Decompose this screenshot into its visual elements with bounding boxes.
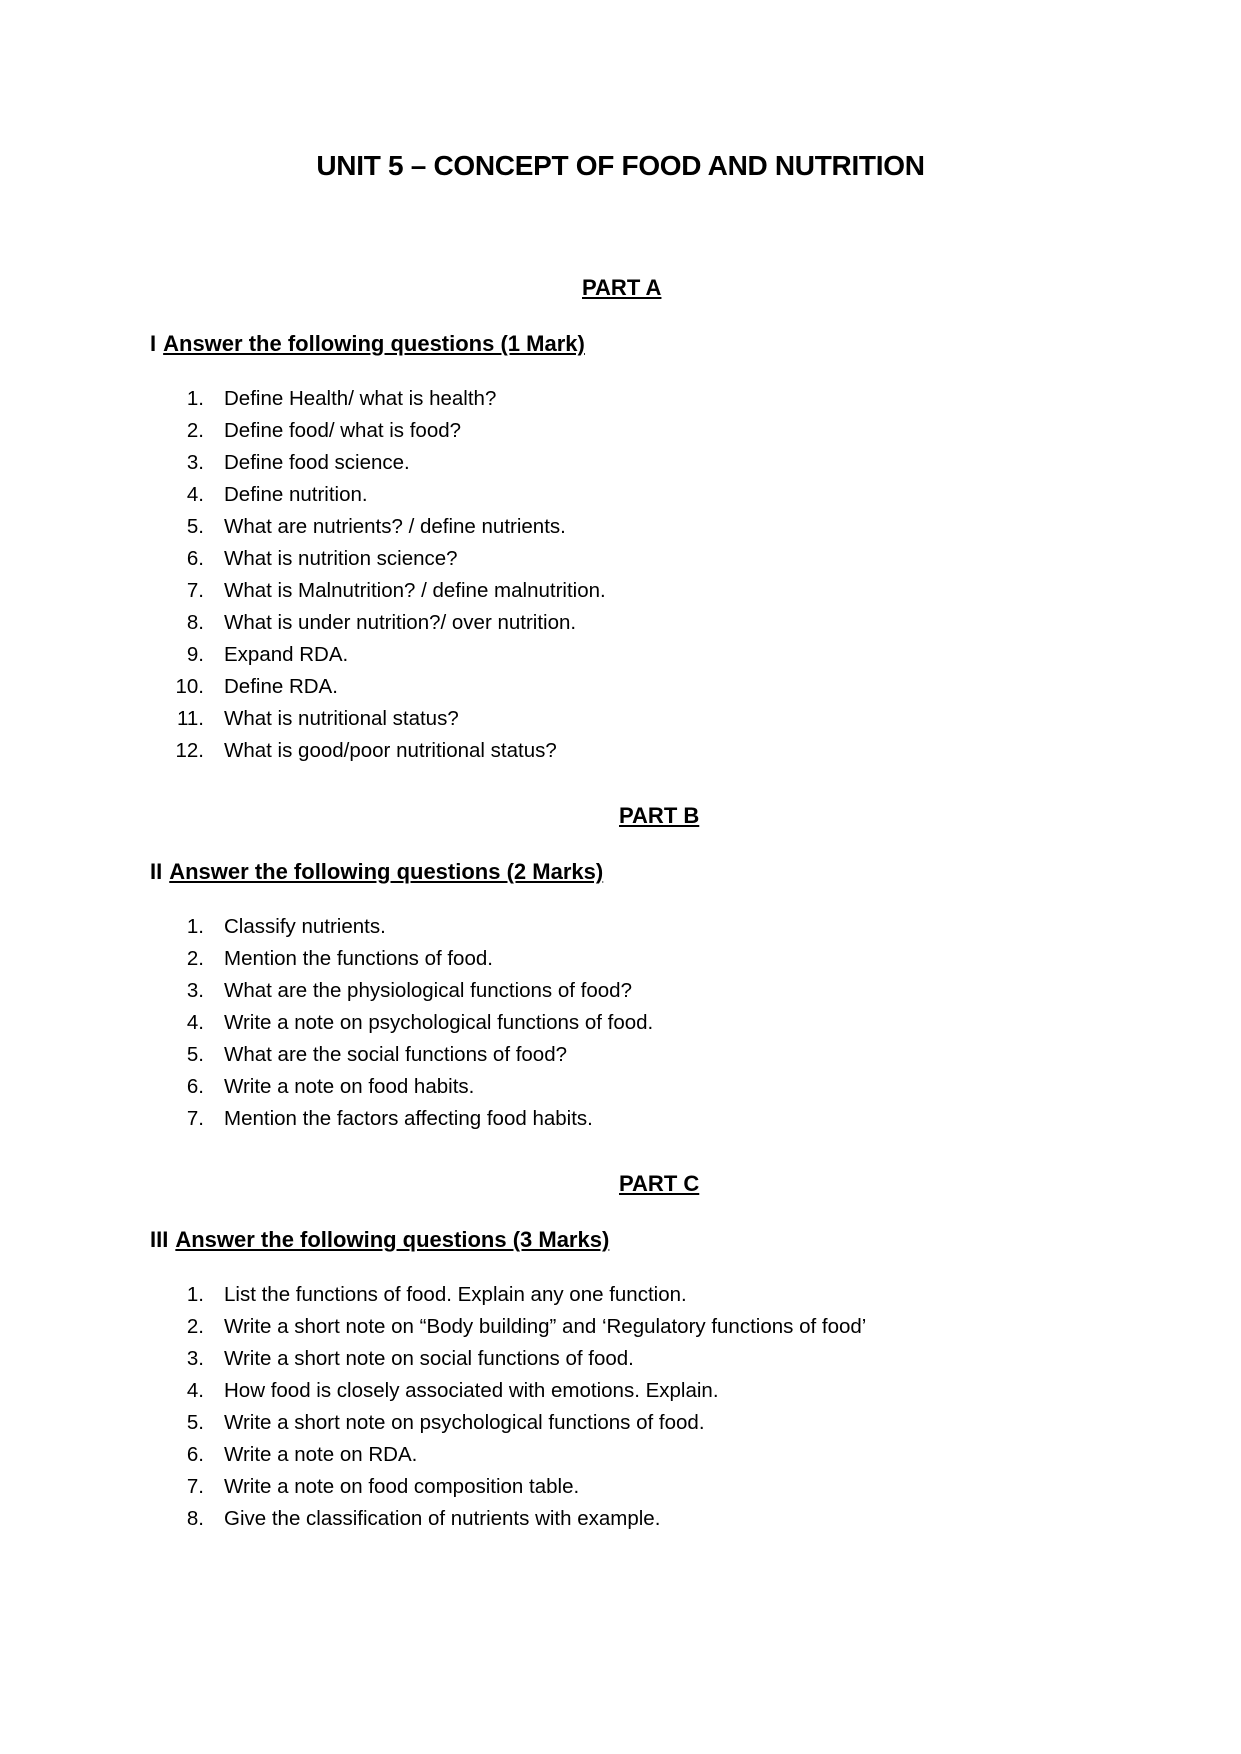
part-b-roman: II	[150, 859, 163, 884]
list-item: 1. Classify nutrients.	[186, 915, 386, 938]
page-title: UNIT 5 – CONCEPT OF FOOD AND NUTRITION	[316, 150, 925, 181]
part-b-question-list	[150, 911, 653, 1135]
list-item: 6. Write a note on RDA.	[186, 1443, 418, 1466]
part-c-roman: III	[150, 1227, 169, 1252]
list-item: 7. Write a note on food composition table.	[186, 1475, 580, 1498]
list-item: 5. Write a short note on psychological functions of food.	[186, 1411, 705, 1434]
part-a-instruction	[150, 331, 585, 357]
list-item: 2. Mention the functions of food.	[186, 947, 493, 970]
list-item: 3. What are the physiological functions of food?	[186, 979, 632, 1002]
list-item: 4. Define nutrition.	[186, 483, 368, 506]
list-item: 6. Write a note on food habits.	[186, 1075, 475, 1098]
part-b-instruction-text: Answer the following questions (2 Marks)	[169, 859, 604, 884]
list-item: 6. What is nutrition science?	[186, 547, 458, 570]
list-item: 5. What are nutrients? / define nutrients.	[186, 515, 566, 538]
list-item: 8. What is under nutrition?/ over nutrition.	[186, 611, 577, 634]
list-item: 3. Write a short note on social functions of food.	[186, 1347, 634, 1370]
list-item: 2. Define food/ what is food?	[186, 419, 462, 442]
list-item: 11. What is nutritional status?	[177, 707, 459, 730]
part-c-instruction-text: Answer the following questions (3 Marks)	[175, 1227, 610, 1252]
list-item: 2. Write a short note on “Body building” and ‘Regulatory functions of food’	[186, 1315, 867, 1338]
part-c-question-list	[150, 1279, 866, 1535]
list-item: 12. What is good/poor nutritional status?	[175, 739, 557, 762]
part-b-heading: PART B	[619, 803, 700, 828]
part-a-heading: PART A	[582, 275, 662, 300]
part-a-roman: I	[150, 331, 157, 356]
list-item: 1. List the functions of food. Explain any one function.	[186, 1283, 687, 1306]
list-item: 5. What are the social functions of food?	[186, 1043, 568, 1066]
part-c-heading: PART C	[619, 1171, 700, 1196]
part-c-instruction	[150, 1227, 609, 1253]
list-item: 3. Define food science.	[186, 451, 410, 474]
list-item: 7. Mention the factors affecting food habits.	[186, 1107, 593, 1130]
list-item: 9. Expand RDA.	[186, 643, 349, 666]
list-item: 8. Give the classification of nutrients with example.	[186, 1507, 661, 1530]
part-a-question-list	[150, 383, 606, 767]
part-b-instruction	[150, 859, 603, 885]
list-item: 10. Define RDA.	[175, 675, 338, 698]
list-item: 1. Define Health/ what is health?	[186, 387, 497, 410]
part-a-instruction-text: Answer the following questions (1 Mark)	[163, 331, 585, 356]
list-item: 7. What is Malnutrition? / define malnutrition.	[186, 579, 606, 602]
list-item: 4. Write a note on psychological functions of food.	[186, 1011, 654, 1034]
list-item: 4. How food is closely associated with emotions. Explain.	[186, 1379, 719, 1402]
